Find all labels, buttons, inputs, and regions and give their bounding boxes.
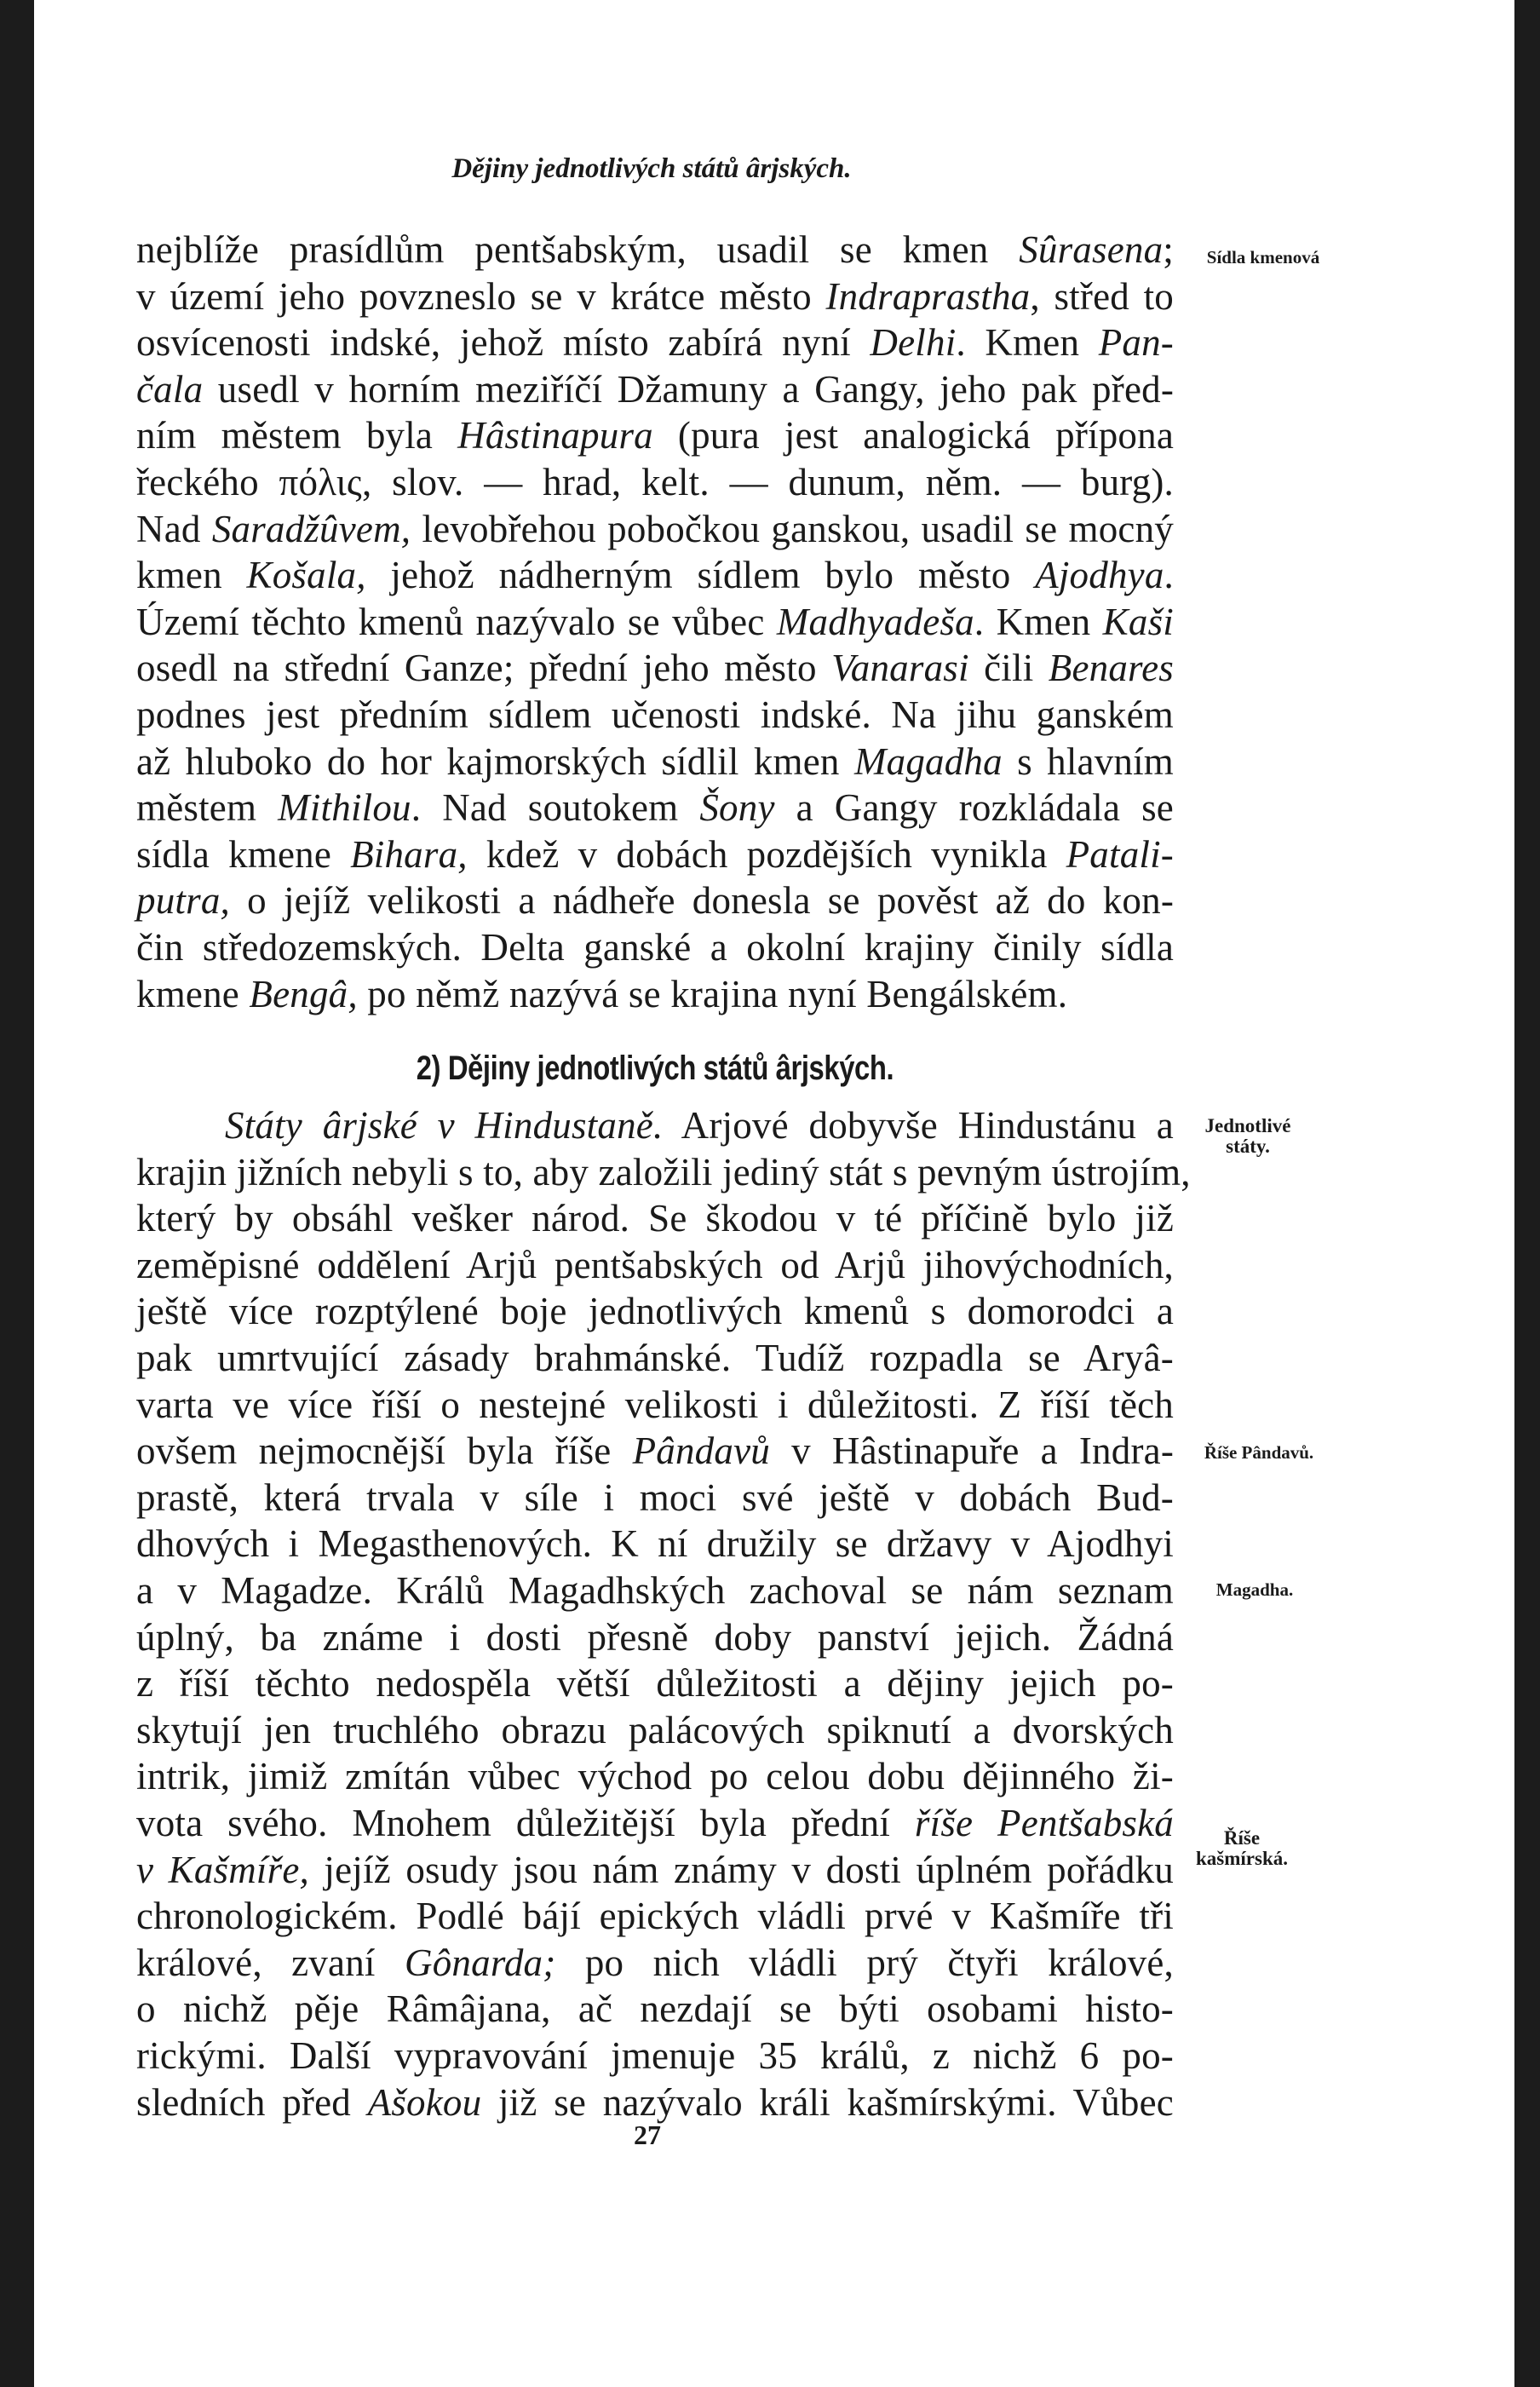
text-line — [136, 924, 1174, 971]
text-line — [136, 877, 1174, 924]
text-line — [136, 1102, 1174, 1149]
italic-text: Hâstinapura — [457, 414, 653, 457]
italic-text: Ajodhya — [1035, 554, 1164, 597]
scan-edge-right — [1514, 0, 1540, 2387]
text-run: prastě, která trvala v síle i moci své ještě v dobách Bud- — [136, 1475, 1174, 1519]
text-line — [136, 459, 1174, 506]
text-line — [136, 831, 1174, 878]
text-run: až hluboko do hor kajmorských sídlil kmen — [136, 739, 854, 783]
text-run: ním městem byla — [136, 414, 458, 457]
text-run: podnes jest předním sídlem učenosti indské. Na jihu ganském — [136, 693, 1174, 736]
italic-text: Pândavů — [632, 1429, 770, 1473]
text-run: po nich vládli prý čtyři králové, — [555, 1941, 1174, 1984]
text-run: . Kmen — [956, 321, 1099, 365]
text-run: nejblíže prasídlům pentšabským, usadil se kmen — [136, 228, 1020, 271]
italic-text: v Kašmíře, — [136, 1848, 309, 1891]
text-run: čin středozemských. Delta ganské a okolní krajiny činily sídla — [136, 925, 1174, 969]
italic-text: Mithilou — [278, 786, 411, 830]
text-line — [136, 319, 1174, 366]
italic-text: Košala, — [246, 554, 366, 597]
text-line — [136, 273, 1174, 320]
italic-text: Státy ârjské v Hindustaně. — [225, 1104, 664, 1147]
text-run: Arjové dobyvše Hindustánu a — [663, 1104, 1174, 1147]
italic-text: Saradžûvem, — [211, 507, 411, 550]
text-run: kdež v dobách pozdějších vynikla — [467, 832, 1066, 876]
text-line — [136, 506, 1174, 553]
text-run: skytují jen truchlého obrazu palácových spiknutí a dvorských — [136, 1708, 1174, 1751]
text-run: a v Magadze. Králů Magadhských zachoval se nám seznam — [136, 1569, 1174, 1613]
text-line — [136, 739, 1174, 785]
text-line — [136, 1149, 1191, 1196]
text-run: o jejíž velikosti a nádheře donesla se pověst až do kon- — [229, 879, 1174, 923]
text-run: ještě více rozptýlené boje jednotlivých kmenů s domorodci a — [136, 1290, 1174, 1333]
text-line — [136, 1847, 1174, 1894]
italic-text: říše Pentšabská — [914, 1802, 1174, 1844]
text-run: varta ve více říší o nestejné velikosti i důležitosti. Z říší těch — [136, 1383, 1174, 1426]
italic-text: Šony — [699, 786, 775, 830]
text-run: chronologickém. Podlé bájí epických vládli prvé v Kašmíře tři — [136, 1895, 1174, 1938]
text-run: jehož nádherným sídlem bylo město — [365, 554, 1036, 597]
text-line — [136, 412, 1174, 459]
text-line — [136, 599, 1174, 646]
text-run: po němž nazývá se krajina nyní Bengálském. — [357, 972, 1068, 1015]
italic-text: Patali- — [1066, 832, 1174, 876]
text-line — [136, 2033, 1174, 2079]
text-run: králové, zvaní — [136, 1941, 405, 1984]
text-run: . Kmen — [974, 600, 1103, 643]
text-line — [136, 692, 1174, 739]
italic-text: Sûrasena — [1019, 228, 1164, 271]
italic-text: čala — [136, 367, 204, 411]
text-line — [136, 1893, 1174, 1940]
text-run: intrik, jimiž zmítán vůbec východ po celou dobu dějinného ži- — [136, 1755, 1174, 1798]
text-run: čili — [968, 647, 1049, 690]
text-run: který by obsáhl vešker národ. Se škodou v té příčině bylo již — [136, 1197, 1174, 1240]
italic-text: Bengâ, — [249, 972, 358, 1015]
text-line — [136, 1195, 1174, 1242]
text-run: jejíž osudy jsou nám známy v dosti úplném pořádku — [308, 1848, 1174, 1891]
text-run: usedl v horním meziříčí Džamuny a Gangy, jeho pak před- — [203, 367, 1174, 411]
margin-note-jednotlive-staty — [1192, 1116, 1303, 1157]
text-run: kmene — [136, 972, 250, 1015]
margin-note-line: Říše — [1223, 1827, 1261, 1849]
text-line — [136, 1288, 1174, 1335]
margin-note-rise-kasmirska — [1182, 1828, 1302, 1869]
text-run: řeckého πόλις, slov. — hrad, kelt. — dunum, něm. — burg). — [136, 460, 1174, 503]
scan-edge-left — [0, 0, 34, 2387]
text-line — [136, 552, 1174, 599]
text-run: osedl na střední Ganze; přední jeho město — [136, 647, 832, 690]
section-heading: 2) Dějiny jednotlivých států ârjských. — [416, 1050, 894, 1088]
text-run: úplný, ba známe i dosti přesně doby panství jejich. Žádná — [136, 1615, 1174, 1659]
margin-note-line: státy. — [1226, 1136, 1270, 1157]
paragraph-2 — [136, 1102, 1191, 2125]
text-line — [136, 1567, 1174, 1614]
text-line — [136, 1428, 1174, 1475]
text-run: levobřehou pobočkou ganskou, usadil se mocný — [411, 507, 1175, 550]
text-run: , střed to — [1030, 274, 1174, 318]
text-run: s hlavním — [1002, 739, 1175, 783]
text-line — [136, 1521, 1174, 1567]
italic-text: Gônarda; — [405, 1941, 556, 1984]
text-line — [136, 645, 1174, 692]
text-run: dhových i Megasthenových. K ní družily se državy v Ajodhyi — [136, 1522, 1174, 1566]
text-line — [136, 1614, 1174, 1661]
text-run: osvícenosti indské, jehož místo zabírá nyní — [136, 321, 871, 365]
margin-note-sidla-kmenova: Sídla kmenová — [1206, 247, 1320, 267]
text-run: ; — [1163, 228, 1174, 271]
italic-text: Madhyadeša — [776, 600, 974, 643]
text-run: kmen — [136, 554, 247, 597]
text-run: . Nad soutokem — [411, 786, 700, 830]
margin-note-rise-pandavu: Říše Pândavů. — [1204, 1442, 1314, 1463]
italic-text: Benares — [1048, 647, 1174, 690]
text-run: o nichž pěje Râmâjana, ač nezdají se býti osobami histo- — [136, 1987, 1174, 2031]
text-run: vota svého. Mnohem důležitější byla přední — [136, 1802, 915, 1844]
italic-text: Vanarasi — [831, 647, 969, 690]
text-run: sledních před — [136, 2080, 368, 2124]
text-run: v Hâstinapuře a Indra- — [769, 1429, 1174, 1473]
text-line — [136, 1800, 1174, 1847]
text-line — [136, 1986, 1174, 2033]
text-line — [136, 1940, 1174, 1987]
text-line — [136, 227, 1174, 273]
running-head: Dějiny jednotlivých států ârjských. — [451, 153, 852, 184]
text-line — [136, 1707, 1174, 1754]
text-line — [136, 1660, 1174, 1707]
text-run: a Gangy rozkládala se — [774, 786, 1174, 830]
text-run: sídla kmene — [136, 832, 351, 876]
paragraph-1 — [136, 227, 1174, 1017]
italic-text: putra, — [136, 879, 230, 923]
text-run: . — [1164, 554, 1174, 597]
text-run: ovšem nejmocnější byla říše — [136, 1429, 633, 1473]
italic-text: Kaši — [1102, 600, 1174, 643]
text-run: krajin jižních nebyli s to, aby založili jediný stát s pevným ústrojím, — [136, 1150, 1191, 1194]
text-run: v území jeho povzneslo se v krátce město — [136, 274, 826, 318]
page-number: 27 — [634, 2120, 661, 2150]
text-run: Nad — [136, 507, 212, 550]
text-line — [136, 1335, 1174, 1382]
italic-text: Magadha — [853, 739, 1003, 783]
text-line — [136, 971, 1174, 1018]
text-line — [136, 366, 1174, 413]
text-line — [136, 1382, 1174, 1429]
text-line — [136, 1475, 1174, 1521]
text-run: Území těchto kmenů nazývalo se vůbec — [136, 600, 777, 643]
text-run: pak umrtvující zásady brahmánské. Tudíž rozpadla se Aryâ- — [136, 1337, 1174, 1380]
text-run: již se nazývalo králi kašmírskými. Vůbec — [481, 2080, 1174, 2124]
text-line — [136, 1753, 1174, 1800]
body-text — [136, 227, 1191, 2125]
text-run: z říší těchto nedospěla větší důležitosti a dějiny jejich po- — [136, 1662, 1174, 1705]
italic-text: Delhi — [870, 321, 957, 365]
italic-text: Ašokou — [367, 2080, 482, 2124]
text-line — [136, 1242, 1174, 1289]
italic-text: Indraprastha — [825, 274, 1031, 318]
text-run: zeměpisné oddělení Arjů pentšabských od Arjů jihovýchodních, — [136, 1243, 1174, 1286]
text-line — [136, 2079, 1174, 2126]
italic-text: Pan- — [1098, 321, 1174, 365]
text-run: městem — [136, 786, 279, 830]
margin-note-line: kašmírská. — [1196, 1848, 1288, 1869]
margin-note-magadha: Magadha. — [1215, 1579, 1294, 1600]
text-line — [136, 785, 1174, 831]
margin-note-line: Jednotlivé — [1204, 1115, 1291, 1136]
text-run: (pura jest analogická přípona — [652, 414, 1174, 457]
text-run: rickými. Další vypravování jmenuje 35 králů, z nichž 6 po- — [136, 2033, 1174, 2077]
italic-text: Bihara, — [350, 832, 468, 876]
